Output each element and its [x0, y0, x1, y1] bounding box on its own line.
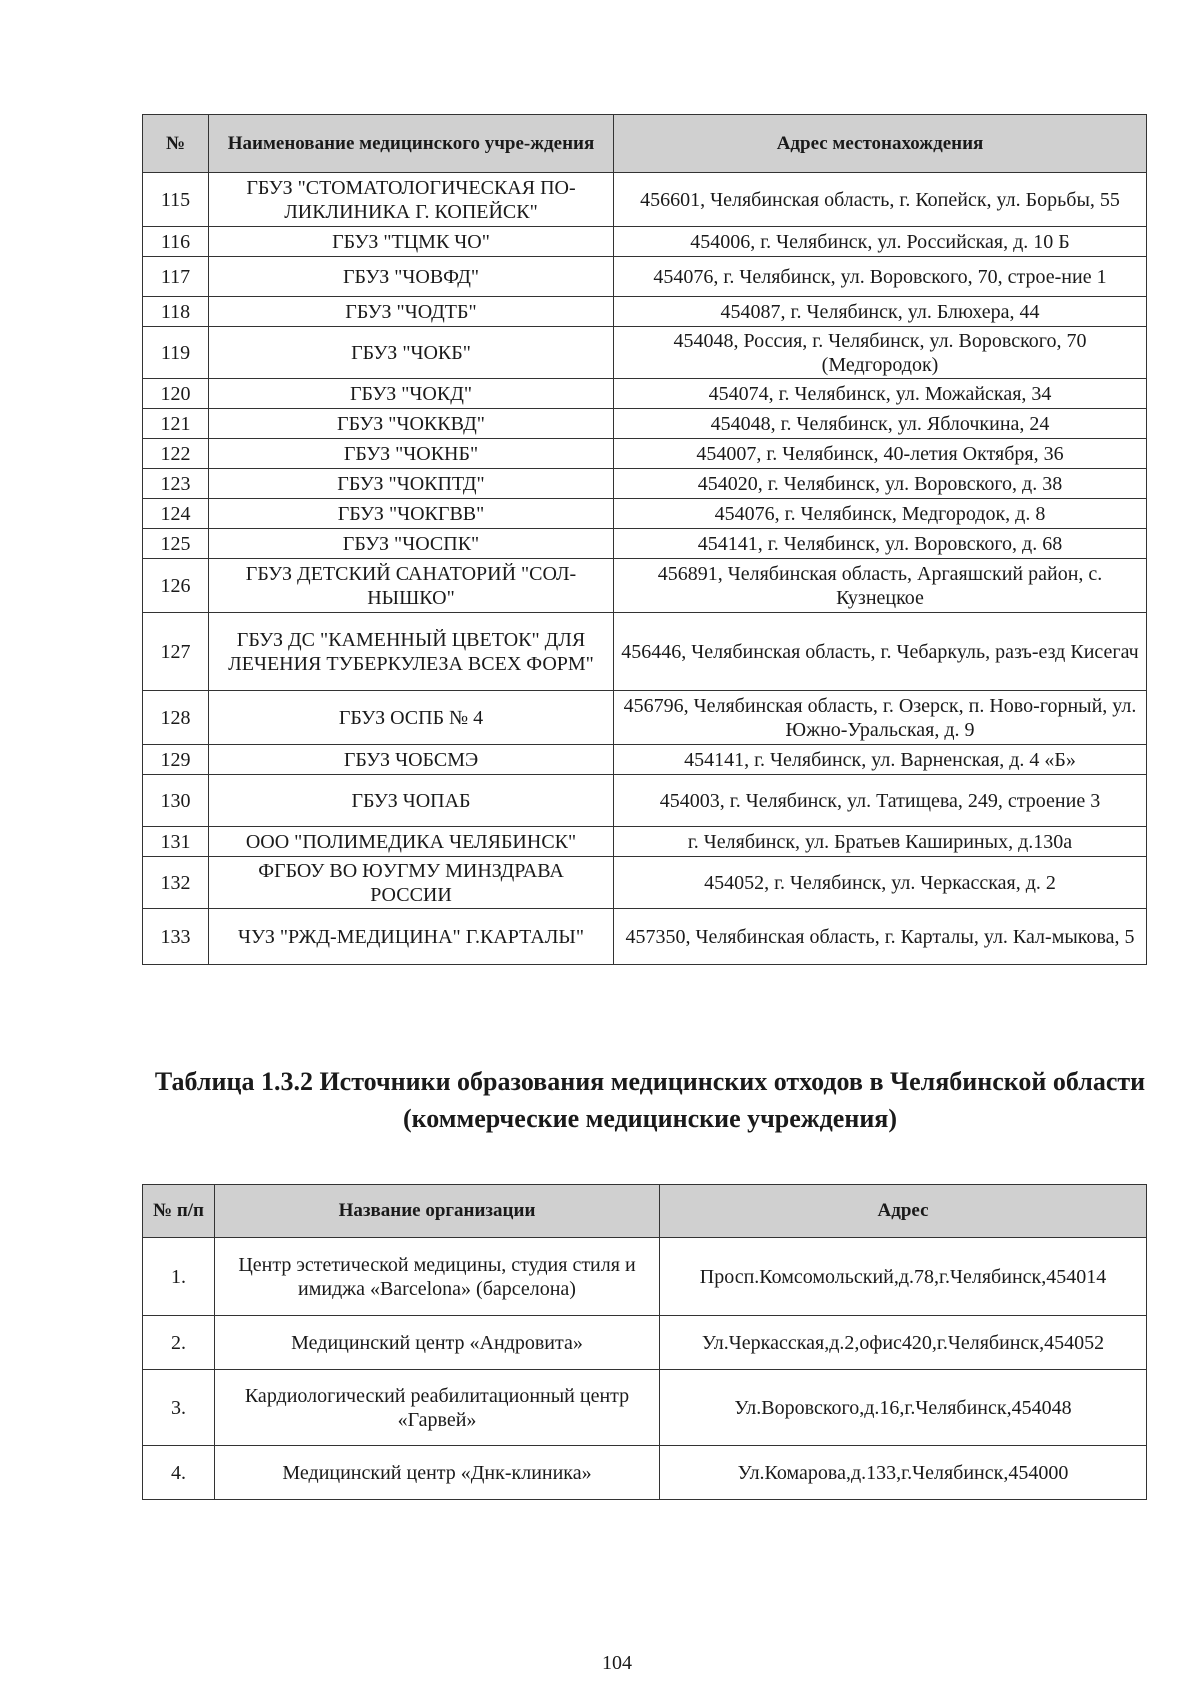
table-body: [143, 173, 1147, 965]
institution-name: Кардиологический реабилитационный центр «Гарвей»: [215, 1370, 660, 1446]
table-header-row: [143, 1185, 1147, 1238]
row-number: 119: [143, 327, 209, 379]
table-row: [143, 499, 1147, 529]
table-row: [143, 327, 1147, 379]
institution-name: ГБУЗ ЧОБСМЭ: [209, 745, 614, 775]
institution-address: 456796, Челябинская область, г. Озерск, п. Ново-горный, ул. Южно-Уральская, д. 9: [614, 691, 1147, 745]
institution-address: 454006, г. Челябинск, ул. Российская, д. 10 Б: [614, 227, 1147, 257]
row-number: 132: [143, 857, 209, 909]
row-number: 4.: [143, 1446, 215, 1500]
row-number: 115: [143, 173, 209, 227]
row-number: 127: [143, 613, 209, 691]
header-number: № п/п: [143, 1185, 215, 1238]
table-row: [143, 745, 1147, 775]
header-address: Адрес местонахождения: [614, 115, 1147, 173]
table-row: [143, 827, 1147, 857]
institution-name: ООО "ПОЛИМЕДИКА ЧЕЛЯБИНСК": [209, 827, 614, 857]
header-institution-name: Наименование медицинского учре-ждения: [209, 115, 614, 173]
institution-name: Медицинский центр «Днк-клиника»: [215, 1446, 660, 1500]
table-row: [143, 691, 1147, 745]
row-number: 2.: [143, 1316, 215, 1370]
table-row: [143, 857, 1147, 909]
table-row: [143, 1370, 1147, 1446]
row-number: 116: [143, 227, 209, 257]
institution-address: 456891, Челябинская область, Аргаяшский район, с. Кузнецкое: [614, 559, 1147, 613]
institution-name: ГБУЗ ДС "КАМЕННЫЙ ЦВЕТОК" ДЛЯ ЛЕЧЕНИЯ ТУБЕРКУЛЕЗА ВСЕХ ФОРМ": [209, 613, 614, 691]
row-number: 129: [143, 745, 209, 775]
institution-name: ГБУЗ "ЧОКД": [209, 379, 614, 409]
row-number: 120: [143, 379, 209, 409]
row-number: 123: [143, 469, 209, 499]
row-number: 121: [143, 409, 209, 439]
row-number: 128: [143, 691, 209, 745]
table-row: [143, 529, 1147, 559]
institution-name: ГБУЗ "ЧОККВД": [209, 409, 614, 439]
table-header-row: [143, 115, 1147, 173]
institution-name: ГБУЗ "ЧОКБ": [209, 327, 614, 379]
institution-name: ГБУЗ ЧОПАБ: [209, 775, 614, 827]
row-number: 124: [143, 499, 209, 529]
table-row: [143, 469, 1147, 499]
institution-name: ГБУЗ "ЧОКНБ": [209, 439, 614, 469]
institution-name: ГБУЗ "ЧОДТБ": [209, 297, 614, 327]
table-row: [143, 409, 1147, 439]
table-row: [143, 379, 1147, 409]
table-row: [143, 297, 1147, 327]
table-row: [143, 613, 1147, 691]
institution-address: 456446, Челябинская область, г. Чебаркуль, разъ-езд Кисегач: [614, 613, 1147, 691]
institution-name: ГБУЗ ДЕТСКИЙ САНАТОРИЙ "СОЛ-НЫШКО": [209, 559, 614, 613]
institution-address: 454048, г. Челябинск, ул. Яблочкина, 24: [614, 409, 1147, 439]
row-number: 131: [143, 827, 209, 857]
header-organization-name: Название организации: [215, 1185, 660, 1238]
institution-name: Центр эстетической медицины, студия стиля и имиджа «Barcelona» (барселона): [215, 1238, 660, 1316]
institution-name: ГБУЗ "ЧОСПК": [209, 529, 614, 559]
row-number: 130: [143, 775, 209, 827]
medical-institutions-table: [142, 114, 1147, 965]
table-row: [143, 227, 1147, 257]
header-number: №: [143, 115, 209, 173]
table-row: [143, 257, 1147, 297]
institution-address: 454076, г. Челябинск, ул. Воровского, 70, строе-ние 1: [614, 257, 1147, 297]
table-row: [143, 1238, 1147, 1316]
institution-address: 457350, Челябинская область, г. Карталы, ул. Кал-мыкова, 5: [614, 909, 1147, 965]
page-number: 104: [602, 1652, 632, 1674]
institution-name: ГБУЗ "ЧОКГВВ": [209, 499, 614, 529]
commercial-institutions-table: [142, 1184, 1147, 1500]
institution-name: ГБУЗ "СТОМАТОЛОГИЧЕСКАЯ ПО-ЛИКЛИНИКА Г. КОПЕЙСК": [209, 173, 614, 227]
table-row: [143, 1446, 1147, 1500]
row-number: 122: [143, 439, 209, 469]
table-row: [143, 775, 1147, 827]
institution-address: 454052, г. Челябинск, ул. Черкасская, д. 2: [614, 857, 1147, 909]
institution-name: ГБУЗ "ЧОВФД": [209, 257, 614, 297]
row-number: 118: [143, 297, 209, 327]
institution-address: 454007, г. Челябинск, 40-летия Октября, 36: [614, 439, 1147, 469]
institution-address: г. Челябинск, ул. Братьев Кашириных, д.130а: [614, 827, 1147, 857]
institution-address: 454020, г. Челябинск, ул. Воровского, д. 38: [614, 469, 1147, 499]
row-number: 133: [143, 909, 209, 965]
table-row: [143, 439, 1147, 469]
institution-address: 454141, г. Челябинск, ул. Варненская, д. 4 «Б»: [614, 745, 1147, 775]
institution-address: Ул.Воровского,д.16,г.Челябинск,454048: [660, 1370, 1147, 1446]
institution-name: ГБУЗ ОСПБ № 4: [209, 691, 614, 745]
institution-address: Ул.Комарова,д.133,г.Челябинск,454000: [660, 1446, 1147, 1500]
institution-address: 454076, г. Челябинск, Медгородок, д. 8: [614, 499, 1147, 529]
row-number: 117: [143, 257, 209, 297]
institution-address: Ул.Черкасская,д.2,офис420,г.Челябинск,454052: [660, 1316, 1147, 1370]
table-row: [143, 1316, 1147, 1370]
table-caption: Таблица 1.3.2 Источники образования медицинских отходов в Челябинской области (коммерческие медицинские учреждения): [154, 1067, 1146, 1133]
institution-address: Просп.Комсомольский,д.78,г.Челябинск,454014: [660, 1238, 1147, 1316]
institution-address: 454074, г. Челябинск, ул. Можайская, 34: [614, 379, 1147, 409]
header-address: Адрес: [660, 1185, 1147, 1238]
institution-name: ГБУЗ "ТЦМК ЧО": [209, 227, 614, 257]
institution-name: Медицинский центр «Андровита»: [215, 1316, 660, 1370]
table-row: [143, 173, 1147, 227]
table-row: [143, 909, 1147, 965]
row-number: 1.: [143, 1238, 215, 1316]
institution-address: 454087, г. Челябинск, ул. Блюхера, 44: [614, 297, 1147, 327]
institution-address: 454141, г. Челябинск, ул. Воровского, д. 68: [614, 529, 1147, 559]
institution-address: 454003, г. Челябинск, ул. Татищева, 249, строение 3: [614, 775, 1147, 827]
institution-name: ФГБОУ ВО ЮУГМУ МИНЗДРАВА РОССИИ: [209, 857, 614, 909]
row-number: 126: [143, 559, 209, 613]
row-number: 125: [143, 529, 209, 559]
institution-address: 456601, Челябинская область, г. Копейск, ул. Борьбы, 55: [614, 173, 1147, 227]
table-row: [143, 559, 1147, 613]
row-number: 3.: [143, 1370, 215, 1446]
table-body: [143, 1238, 1147, 1500]
institution-name: ГБУЗ "ЧОКПТД": [209, 469, 614, 499]
institution-name: ЧУЗ "РЖД-МЕДИЦИНА" Г.КАРТАЛЫ": [209, 909, 614, 965]
institution-address: 454048, Россия, г. Челябинск, ул. Воровского, 70 (Медгородок): [614, 327, 1147, 379]
